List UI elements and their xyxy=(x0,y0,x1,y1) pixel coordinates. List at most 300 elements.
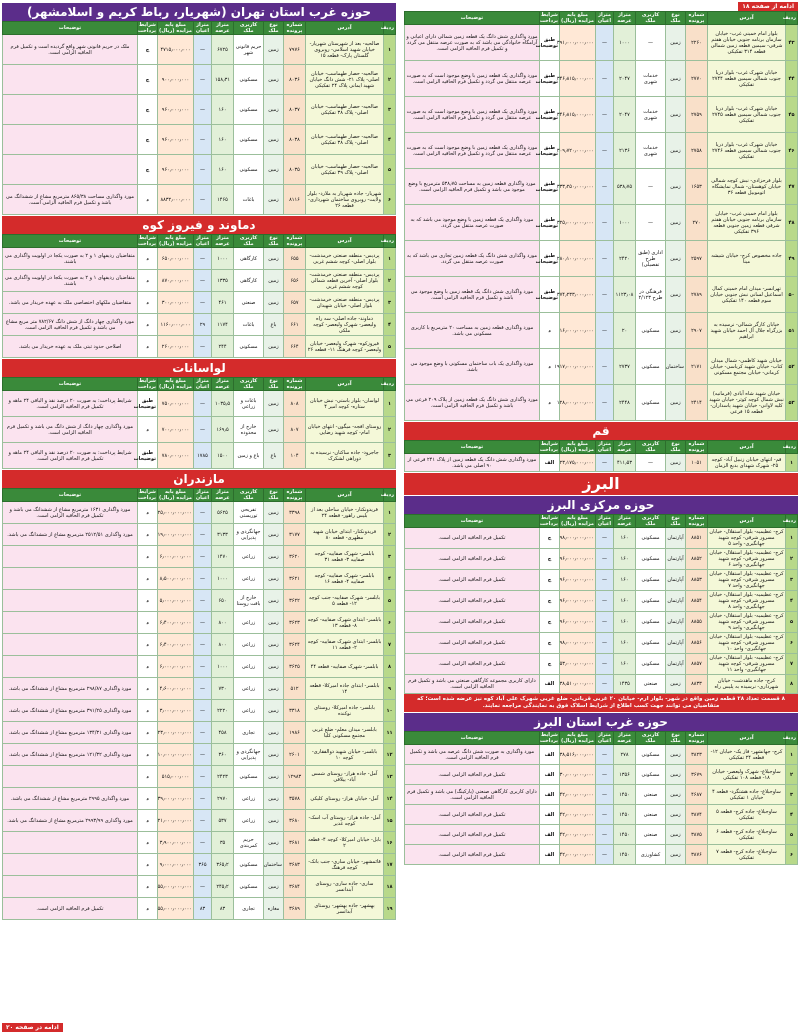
property-type-cell: زمین xyxy=(264,612,284,634)
usage-cell: مسکونی xyxy=(234,95,264,125)
table-row xyxy=(405,825,798,845)
payment-terms-cell: طبق توضیحات xyxy=(540,61,560,97)
column-header: آدرس xyxy=(708,732,786,745)
address-cell: صالحیه- حصار طهماسب- خیابان اصلی- پلاک ۳۸ تفکیکی xyxy=(306,95,384,125)
usage-cell: اداری (طبق طرح تفصیلی) xyxy=(636,241,666,277)
table-row xyxy=(405,765,798,785)
description-cell: مورد واگذاری ۱۳۴/۳۱ مترمربع مشاع از ششدانگ می باشد. xyxy=(3,722,138,744)
base-price-cell: ۵۵٫۰۰۰٫۰۰۰٫۰۰۰ xyxy=(158,898,194,920)
usage-cell: خارج از محدوده xyxy=(234,417,264,443)
usage-cell: مسکونی xyxy=(234,876,264,898)
column-header: مبلغ پایه مزایده (ریال) xyxy=(159,489,192,501)
payment-terms-cell: د xyxy=(540,313,560,349)
description-cell: مورد واگذاری قطعه زمین به مساحت ۵۳۸٫۷۵ مترمربع با وضع موجود می باشد و تکمیل فرم الحاقیه الزامی است. xyxy=(405,169,540,205)
usage-cell: فرهنگی در طرح ۲/۱۲۳ xyxy=(636,277,666,313)
table-row xyxy=(405,570,798,591)
row-index: ۱۵ xyxy=(384,810,396,832)
column-header: نوع ملک xyxy=(264,235,284,248)
column-header: متراژ اعیان xyxy=(596,515,614,528)
row-index: ۵۱ xyxy=(786,313,798,349)
column-header: متراژ عرصه xyxy=(614,732,636,745)
usage-cell: — xyxy=(636,205,666,241)
row-index: ۵ xyxy=(384,155,396,185)
file-number-cell: ۳۱۷۷ xyxy=(284,524,306,546)
building-area-cell: — xyxy=(194,502,212,524)
row-index: ۶ xyxy=(384,612,396,634)
file-number-cell: ۱۲۹۸۳ xyxy=(284,766,306,788)
table-row xyxy=(3,443,396,469)
file-number-cell: ۸۰۳۷ xyxy=(284,95,306,125)
column-header: متراژ اعیان xyxy=(194,235,212,248)
land-area-cell: ۸۰۰ xyxy=(212,634,234,656)
usage-cell: مسکونی xyxy=(636,654,666,675)
column-header: ردیف xyxy=(384,235,396,248)
base-price-cell: ۱۲۸٫۰۰۰٫۰۰۰٫۰۰۰ xyxy=(560,385,596,421)
usage-cell: باغات xyxy=(234,185,264,215)
description-cell: مورد واگذاری قطعه زمین به مساحت ۲۰ مترمربع با کاربری مسکونی می باشد. xyxy=(405,313,540,349)
table-row xyxy=(3,876,396,898)
column-header: شماره پرونده xyxy=(284,489,306,502)
address-cell: بابلسر- ابتدای شهرک صفاییه- کوچه ۲- قطعه ۱۱ xyxy=(306,634,384,656)
table-row xyxy=(3,700,396,722)
land-area-cell: ۸۳ xyxy=(212,898,234,920)
row-index: ۹ xyxy=(384,678,396,700)
row-index: ۲ xyxy=(384,417,396,443)
qom-section-title: قم xyxy=(404,422,798,440)
property-type-cell: زمین xyxy=(666,454,686,472)
address-cell: ساوجبلاغ- جاده هشتگرد- قطعه ۴ خیابان ۱ تفکیکی xyxy=(708,785,786,805)
description-cell xyxy=(3,656,138,678)
building-area-cell: — xyxy=(194,744,212,766)
building-area-cell: — xyxy=(596,313,614,349)
building-area-cell: — xyxy=(596,349,614,385)
building-area-cell: — xyxy=(194,590,212,612)
file-number-cell: ۳۶۲۵ xyxy=(284,656,306,678)
file-number-cell: ۳۶۲۲ xyxy=(284,590,306,612)
land-area-cell: ۱۰۰۰ xyxy=(212,248,234,270)
base-price-cell: ۸۷۰٫۰۰۰٫۰۰۰ xyxy=(158,270,194,292)
payment-terms-cell: الف xyxy=(540,765,560,785)
building-area-cell: — xyxy=(194,634,212,656)
address-cell: قائمشهر- خیابان ساری- جنب بانک- کوچه فرهنگ xyxy=(306,854,384,876)
address-cell: خیابان شهرک غرب- بلوار دریا جنوب شمالی سیمین قطعه ۲۷۴۴ تفکیکی xyxy=(708,61,786,97)
payment-terms-cell: ج xyxy=(138,125,158,155)
base-price-cell: ۳۸٫۵۱۶٫۰۰۰٫۰۰۰ xyxy=(560,745,596,765)
row-index: ۶ xyxy=(786,633,798,654)
usage-cell: مسکونی xyxy=(234,766,264,788)
building-area-cell: — xyxy=(596,612,614,633)
land-area-cell: ۱۶۰ xyxy=(212,155,234,185)
building-area-cell: — xyxy=(194,270,212,292)
payment-terms-cell: ج xyxy=(540,633,560,654)
usage-cell: زراعی xyxy=(234,568,264,590)
column-header: متراژ عرصه xyxy=(614,12,636,25)
property-type-cell: زمین xyxy=(264,65,284,95)
table-row xyxy=(3,722,396,744)
mazandaran-table xyxy=(2,488,396,920)
building-area-cell: — xyxy=(194,766,212,788)
address-cell: آمل- جاده هراز- روستای آب اسک- کوچه غدیر xyxy=(306,810,384,832)
payment-terms-cell: ج xyxy=(138,95,158,125)
property-type-cell: زمین xyxy=(264,810,284,832)
description-cell: مورد واگذاری شش دانگ یک قطعه زمین شمالی دارای اعیانی و آرامگاه خانوادگی می باشد که به صورت عرصه منتقل می گردد و تکمیل فرم الحاقیه الزامی است. xyxy=(405,25,540,61)
payment-terms-cell: ج xyxy=(540,528,560,549)
usage-cell: خدمات شهری xyxy=(636,133,666,169)
land-area-cell: ۱۴۵۰ xyxy=(614,785,636,805)
description-cell xyxy=(3,766,138,788)
continue-from-tag: ادامه از صفحه ۱۸ xyxy=(738,2,798,11)
description-cell: تکمیل فرم الحاقیه الزامی است. xyxy=(3,898,138,920)
property-type-cell: زمین xyxy=(264,634,284,656)
base-price-cell: ۱۹٫۰۰۰٫۰۰۰٫۰۰۰ xyxy=(158,524,194,546)
payment-terms-cell: د xyxy=(138,898,158,920)
land-area-cell: ۲۰۴۷ xyxy=(614,61,636,97)
land-area-cell: ۵۳۸٫۷۵ xyxy=(614,169,636,205)
address-cell: بهشهر- جاده بهشهر- روستای آبدانسر xyxy=(306,898,384,920)
property-type-cell: زمین xyxy=(264,417,284,443)
base-price-cell: ۹۶۰٫۰۰۰٫۰۰۰ xyxy=(158,95,194,125)
description-cell: مورد واگذاری ۲۹۹۵ مترمربع مشاع از ششدانگ می باشد. xyxy=(3,788,138,810)
property-type-cell: ساختمان xyxy=(264,854,284,876)
base-price-cell: ۴٫۶۰۰٫۰۰۰٫۰۰۰ xyxy=(158,678,194,700)
row-index: ۱۴ xyxy=(384,788,396,810)
payment-terms-cell: د xyxy=(138,810,158,832)
payment-terms-cell: الف xyxy=(540,845,560,865)
file-number-cell: ۱۹۸۶ xyxy=(284,722,306,744)
description-cell xyxy=(3,568,138,590)
file-number-cell: ۳۳۹۸ xyxy=(284,502,306,524)
file-number-cell: ۳۶۸۴ xyxy=(284,876,306,898)
property-type-cell: زمین xyxy=(666,133,686,169)
payment-terms-cell: طبق توضیحات xyxy=(540,169,560,205)
property-type-cell: زمین xyxy=(264,125,284,155)
description-cell: تکمیل فرم الحاقیه الزامی است. xyxy=(405,845,540,865)
column-header: توضیحات xyxy=(405,515,540,528)
row-index: ۴۵ xyxy=(786,97,798,133)
description-cell: شرایط پرداخت: به صورت ۲۰ درصد نقد و الباقی ۲۴ ماهه و تکمیل فرم الحاقیه الزامی است. xyxy=(3,391,138,417)
table-row xyxy=(3,292,396,314)
description-cell: متقاضیان ردیفهای ۱ و ۲ به صورت یکجا در اولویت واگذاری می باشند. xyxy=(3,270,138,292)
description-cell xyxy=(3,125,138,155)
property-type-cell: زمین xyxy=(264,788,284,810)
table-row xyxy=(3,810,396,832)
description-cell: تکمیل فرم الحاقیه الزامی است. xyxy=(405,633,540,654)
base-price-cell: ۳۹٫۰۰۰٫۰۰۰٫۰۰۰ xyxy=(158,788,194,810)
table-header xyxy=(405,732,798,745)
description-cell: دارای کاربری مجموعه کارگاهی صنعتی می باشد و تکمیل فرم الحاقیه الزامی است. xyxy=(405,675,540,694)
column-header: کاربری ملک xyxy=(636,441,666,454)
payment-terms-cell: طبق توضیحات xyxy=(138,443,158,469)
payment-terms-cell: د xyxy=(138,832,158,854)
column-header: نوع ملک xyxy=(666,515,686,528)
building-area-cell: — xyxy=(194,810,212,832)
property-type-cell: آپارتمان xyxy=(666,570,686,591)
address-cell: ساوجبلاغ- جاده کرج- قطعه ۷ تفکیکی xyxy=(708,845,786,865)
payment-terms-cell: ج xyxy=(138,65,158,95)
column-header: آدرس xyxy=(306,235,384,248)
usage-cell: زراعی xyxy=(234,546,264,568)
payment-terms-cell: د xyxy=(138,700,158,722)
address-cell: کرج- عظیمیه- بلوار استقلال- خیابان مسرور شرقی- کوچه شهید جهانگیری- واحد ۹ xyxy=(709,613,784,631)
usage-cell: مسکونی xyxy=(636,549,666,570)
row-index: ۳ xyxy=(786,570,798,591)
row-index: ۵ xyxy=(786,612,798,633)
file-number-cell: ۲۶۰۱ xyxy=(284,744,306,766)
usage-cell: باغات xyxy=(234,314,264,336)
address-cell: فیروزکوه- شهرک ولیعصر- خیابان ولیعصر- کوچه فرهنگ ۱۱- قطعه ۲۶ xyxy=(306,336,384,358)
usage-cell: زراعی xyxy=(234,678,264,700)
base-price-cell: ۶٫۰۰۰٫۰۰۰٫۰۰۰ xyxy=(158,546,194,568)
table-row xyxy=(405,61,798,97)
payment-terms-cell: د xyxy=(138,656,158,678)
land-area-cell: ۲۱۳۶ xyxy=(614,133,636,169)
property-type-cell: زمین xyxy=(666,675,686,694)
building-area-cell: — xyxy=(596,549,614,570)
file-number-cell: ۸۸۵۲ xyxy=(686,549,708,570)
description-cell: مورد واگذاری شش دانگ یک قطعه زمین با وضع موجود می باشد و تکمیل فرم الحاقیه الزامی است. xyxy=(405,277,540,313)
building-area-cell: — xyxy=(194,678,212,700)
base-price-cell: ۱۹۱۷٫۰۰۰٫۰۰۰٫۰۰۰ xyxy=(560,349,596,385)
address-cell: خیابان شهرک غرب- بلوار دریا جنوب شمالی سیمین قطعه ۲۷۴۶ تفکیکی xyxy=(708,133,786,169)
address-cell: بابلسر- ابتدای جاده امیرکلا- قطعه ۱۴ xyxy=(306,678,384,700)
table-row xyxy=(3,417,396,443)
row-index: ۴۷ xyxy=(786,169,798,205)
file-number-cell: ۲۹۰۷ xyxy=(686,313,708,349)
base-price-cell: ۹۶۰٫۰۰۰٫۰۰۰ xyxy=(158,125,194,155)
usage-cell: زراعی xyxy=(234,634,264,656)
row-index: ۴۹ xyxy=(786,241,798,277)
property-type-cell: زمین xyxy=(264,336,284,358)
column-header: شماره پرونده xyxy=(686,732,708,745)
building-area-cell: — xyxy=(194,125,212,155)
file-number-cell: ۶۵۵ xyxy=(284,248,306,270)
land-area-cell: ۱۴۷۰ xyxy=(212,546,234,568)
file-number-cell: ۶۵۷ xyxy=(284,292,306,314)
address-cell: بلوار امام خمینی غرب- خیابان سازمان برنامه جنوبی خیابان هفتم شرقی قطعه زمین جنوبی قطعه ۳۹۶ تفکیکی xyxy=(708,205,786,241)
base-price-cell: ۳۰۰٫۰۰۰٫۰۰۰ xyxy=(158,292,194,314)
column-header: متراژ عرصه xyxy=(212,378,234,391)
land-area-cell: ۳۶۰ xyxy=(212,744,234,766)
right-column xyxy=(404,2,798,1032)
description-cell xyxy=(3,65,138,95)
address-cell: کرج- عظیمیه- بلوار استقلال- خیابان مسرور شرقی- کوچه شهید جهانگیری- واحد ۷ xyxy=(709,571,784,589)
lavasanat-title: لواسانات xyxy=(2,359,396,377)
address-cell: کرج- جاده ماهدشت- خیابان شهرداری- نرسیده به پلیس راه xyxy=(708,675,786,694)
building-area-cell: ۳۶۵ xyxy=(194,854,212,876)
address-cell: بلوار فرحزادی- نبش کوچه شمالی خیابان کوهستان- شمال نمایشگاه اتوموبیل قطعه ۳۶ xyxy=(708,169,786,205)
payment-terms-cell: ج xyxy=(138,35,158,65)
file-number-cell: ۲۲۶۰ xyxy=(686,25,708,61)
property-type-cell: آپارتمان xyxy=(666,633,686,654)
payment-terms-cell: الف xyxy=(540,785,560,805)
address-cell: تهرانسر- میدان امام خمینی کمال اسماعیل لسانی نبش جنوبی خیابان سوم قطعه ۱۴۰ تفکیکی xyxy=(708,277,786,313)
column-header: متراژ عرصه xyxy=(614,441,636,454)
base-price-cell: ۴۲٫۰۰۰٫۰۰۰٫۰۰۰ xyxy=(560,785,596,805)
usage-cell: زراعی xyxy=(234,810,264,832)
row-index: ۱۰ xyxy=(384,700,396,722)
land-area-cell: ۱۶۰ xyxy=(614,633,636,654)
file-number-cell: ۳۶۸۱ xyxy=(284,832,306,854)
property-type-cell: زمین xyxy=(264,832,284,854)
land-area-cell: ۲۹۷۰ xyxy=(212,788,234,810)
usage-cell: صنعتی xyxy=(234,292,264,314)
address-cell: شهریار- جاده شهریار به ملارد- بلوار ولایت- روبروی ساختمان شهرداری- قطعه ۲۶ xyxy=(306,185,384,215)
continue-to-tag: ادامه در صفحه ۲۰ xyxy=(2,1023,63,1032)
property-type-cell: باغ xyxy=(264,443,284,469)
file-number-cell: ۳۸۷۴ xyxy=(686,805,708,825)
usage-cell: باغ و زمین xyxy=(234,443,264,469)
table-row xyxy=(3,524,396,546)
column-header: متراژ عرصه xyxy=(212,235,234,248)
address-cell: کرج- عظیمیه- بلوار استقلال- خیابان مسرور شرقی- کوچه شهید جهانگیری- واحد ۸ xyxy=(709,592,784,610)
base-price-cell: ۹۶۰٫۰۰۰٫۰۰۰ xyxy=(158,155,194,185)
base-price-cell: ۹٫۰۰۰٫۰۰۰٫۰۰۰ xyxy=(158,854,194,876)
row-index: ۴۳ xyxy=(786,25,798,61)
base-price-cell: ۶٫۴۰۰٫۰۰۰٫۰۰۰ xyxy=(158,612,194,634)
address-cell: صالحیه- حصار طهماسب- خیابان اصلی- پلاک ۲۱- شش دانگ خیابان شهید ایمانی پلاک ۲۴ تفکیکی xyxy=(306,65,384,95)
address-cell: دماوند- جاده اصلی- سه راه ولیعصر- شهرک ولیعصر- کوچه ملکی xyxy=(306,314,384,336)
description-cell: مورد واگذاری چهار دانگ از شش دانگ می باشد و تکمیل فرم الحاقیه الزامی است. xyxy=(3,417,138,443)
damavand-title: دماوند و فیروز کوه xyxy=(2,216,396,234)
base-price-cell: ۵۵٫۰۰۰٫۰۰۰٫۰۰۰ xyxy=(158,876,194,898)
land-area-cell: ۲۴۴۸ xyxy=(614,385,636,421)
base-price-cell: ۸٫۵۰۰٫۰۰۰٫۰۰۰ xyxy=(158,568,194,590)
address-cell: ساوجبلاغ- شهرک ولیعصر- خیابان ۱۸- قطعه ۱۰۸ تفکیکی xyxy=(708,765,786,785)
building-area-cell: — xyxy=(194,656,212,678)
table-row xyxy=(3,678,396,700)
address-cell: بلوار امام خمینی غرب- خیابان سازمان برنامه جنوبی خیابان هفتم شرقی- سیمین قطعه زمین شمالی قطعه ۳۱۴ تفکیکی xyxy=(708,25,786,61)
payment-terms-cell: ج xyxy=(540,549,560,570)
property-type-cell: آپارتمان xyxy=(666,591,686,612)
land-area-cell: ۸۰۰ xyxy=(212,612,234,634)
row-index: ۲ xyxy=(786,765,798,785)
building-area-cell: ۸۳ xyxy=(194,898,212,920)
column-header: مبلغ پایه مزایده (ریال) xyxy=(159,22,192,34)
property-type-cell: ساختمان xyxy=(666,349,686,385)
land-area-cell: ۱۶۰ xyxy=(212,95,234,125)
description-cell xyxy=(3,590,138,612)
land-area-cell: ۶۵۰ xyxy=(212,590,234,612)
usage-cell: خدمات شهری xyxy=(636,61,666,97)
property-type-cell: زمین xyxy=(264,722,284,744)
file-number-cell: ۲۷۵۸ xyxy=(686,133,708,169)
payment-terms-cell: طبق توضیحات xyxy=(540,133,560,169)
usage-cell: باغات و زراعی xyxy=(234,391,264,417)
table-row xyxy=(3,336,396,358)
file-number-cell: ۲۷۸۹ xyxy=(686,277,708,313)
base-price-cell: ۶٫۴۰۰٫۰۰۰٫۰۰۰ xyxy=(158,634,194,656)
row-index: ۱۹ xyxy=(384,898,396,920)
table-row xyxy=(405,612,798,633)
row-index: ۷ xyxy=(786,654,798,675)
land-area-cell: ۷۳۰ xyxy=(212,678,234,700)
column-header: آدرس xyxy=(708,515,786,528)
land-area-cell: ۲۴۲۳ xyxy=(212,766,234,788)
column-header: توضیحات xyxy=(3,378,138,391)
base-price-cell: ۳۲۵٫۰۰۰٫۰۰۰٫۰۰۰ xyxy=(560,205,596,241)
description-cell: مورد واگذاری یک قطعه زمین با وضع موجود است که به صورت عرصه منتقل می گردد و تکمیل فرم الحاقیه الزامی است. xyxy=(405,133,540,169)
property-type-cell: زمین xyxy=(666,61,686,97)
alborz-central-table xyxy=(404,514,798,694)
property-type-cell: آپارتمان xyxy=(666,612,686,633)
base-price-cell: ۹۰۰٫۰۰۰٫۰۰۰ xyxy=(158,65,194,95)
land-area-cell: ۱۴۵۰ xyxy=(614,805,636,825)
column-header: نوع ملک xyxy=(264,22,284,35)
property-type-cell: زمین xyxy=(264,744,284,766)
base-price-cell: ۳۴۶٫۸۱۵٫۰۰۰٫۰۰۰ xyxy=(560,61,596,97)
column-header: شماره پرونده xyxy=(686,12,708,25)
building-area-cell: — xyxy=(596,385,614,421)
description-cell: مورد واگذاری ۱۲۱/۳۲ مترمربع مشاع از ششدانگ می باشد. xyxy=(3,744,138,766)
land-area-cell: ۲۷۸ xyxy=(614,745,636,765)
table-row xyxy=(405,549,798,570)
address-cell: ساوجبلاغ- جاده کرج- قطعه ۵ تفکیکی xyxy=(708,805,786,825)
table-row xyxy=(405,785,798,805)
usage-cell: صنعتی xyxy=(636,675,666,694)
column-header: شرایط پرداخت xyxy=(137,378,156,390)
row-index: ۴۶ xyxy=(786,133,798,169)
row-index: ۱۲ xyxy=(384,744,396,766)
land-area-cell: ۱۴۵۰ xyxy=(614,845,636,865)
description-cell xyxy=(3,876,138,898)
column-header: توضیحات xyxy=(3,235,138,248)
description-cell: مورد واگذاری شش دانگ یک قطعه زمین از پلاک ۲۰۹ فرعی می باشد و تکمیل فرم الحاقیه الزامی است. xyxy=(405,385,540,421)
address-cell: جاده مخصوص کرج- خیابان شیشه مینا xyxy=(708,241,786,277)
land-area-cell: ۲۴۴ xyxy=(212,336,234,358)
row-index: ۱ xyxy=(384,35,396,65)
address-cell: آمل- خیابان هراز- روستای کلیکی xyxy=(306,788,384,810)
row-index: ۱ xyxy=(384,391,396,417)
qom-table xyxy=(404,440,798,472)
description-cell: ملک در حریم قانونی شهر واقع گردیده است و تکمیل فرم الحاقیه الزامی است. xyxy=(3,35,138,65)
column-header: توضیحات xyxy=(405,732,540,745)
building-area-cell: — xyxy=(194,722,212,744)
property-type-cell: زمین xyxy=(666,241,686,277)
table-row xyxy=(405,313,798,349)
building-area-cell: — xyxy=(596,633,614,654)
property-type-cell: زمین xyxy=(264,155,284,185)
payment-terms-cell: د xyxy=(138,292,158,314)
usage-cell: صنعتی xyxy=(636,825,666,845)
property-type-cell: زمین xyxy=(666,169,686,205)
usage-cell: مسکونی xyxy=(636,570,666,591)
property-type-cell: آپارتمان xyxy=(666,654,686,675)
building-area-cell: — xyxy=(596,133,614,169)
table-row xyxy=(405,277,798,313)
column-header: متراژ عرصه xyxy=(614,515,636,528)
usage-cell: مسکونی xyxy=(636,765,666,785)
address-cell: پردیس- منطقه صنعتی خرمدشت- بلوار اصلی- آخرین قطعه شمالی کوچه ششم غربی xyxy=(306,270,384,292)
column-header: مبلغ پایه مزایده (ریال) xyxy=(159,235,192,247)
land-area-cell: ۱۰۰۰ xyxy=(614,205,636,241)
address-cell: پردیس- منطقه صنعتی خرمدشت- بلوار اصلی- کوچه ششم غربی xyxy=(306,248,384,270)
column-header: مبلغ پایه مزایده (ریال) xyxy=(561,12,594,24)
row-index: ۴ xyxy=(384,568,396,590)
file-number-cell: ۱۰۵۱ xyxy=(686,454,708,472)
column-header: ردیف xyxy=(786,732,798,745)
table-row xyxy=(3,95,396,125)
property-type-cell: زمین xyxy=(666,845,686,865)
address-cell: صالحیه- حصار طهماسب- خیابان اصلی- پلاک ۳۹ تفکیکی xyxy=(306,155,384,185)
address-cell: لواسان- بلوار باستی- نبش خیابان ستاره- کوچه امیر ۴ xyxy=(306,391,384,417)
building-area-cell: — xyxy=(194,700,212,722)
column-header: نوع ملک xyxy=(264,489,284,502)
base-price-cell: ۵۱۵٫۰۰۰٫۰۰۰ xyxy=(158,766,194,788)
land-area-cell: ۲۰۴۷ xyxy=(614,97,636,133)
land-area-cell: ۵۳۷ xyxy=(212,810,234,832)
address-cell: بابلسر- شهرک صفاییه- کوچه صفاییه ۴- قطعه ۱۶ xyxy=(306,568,384,590)
base-price-cell: ۶٫۰۰۰٫۰۰۰٫۰۰۰ xyxy=(158,656,194,678)
